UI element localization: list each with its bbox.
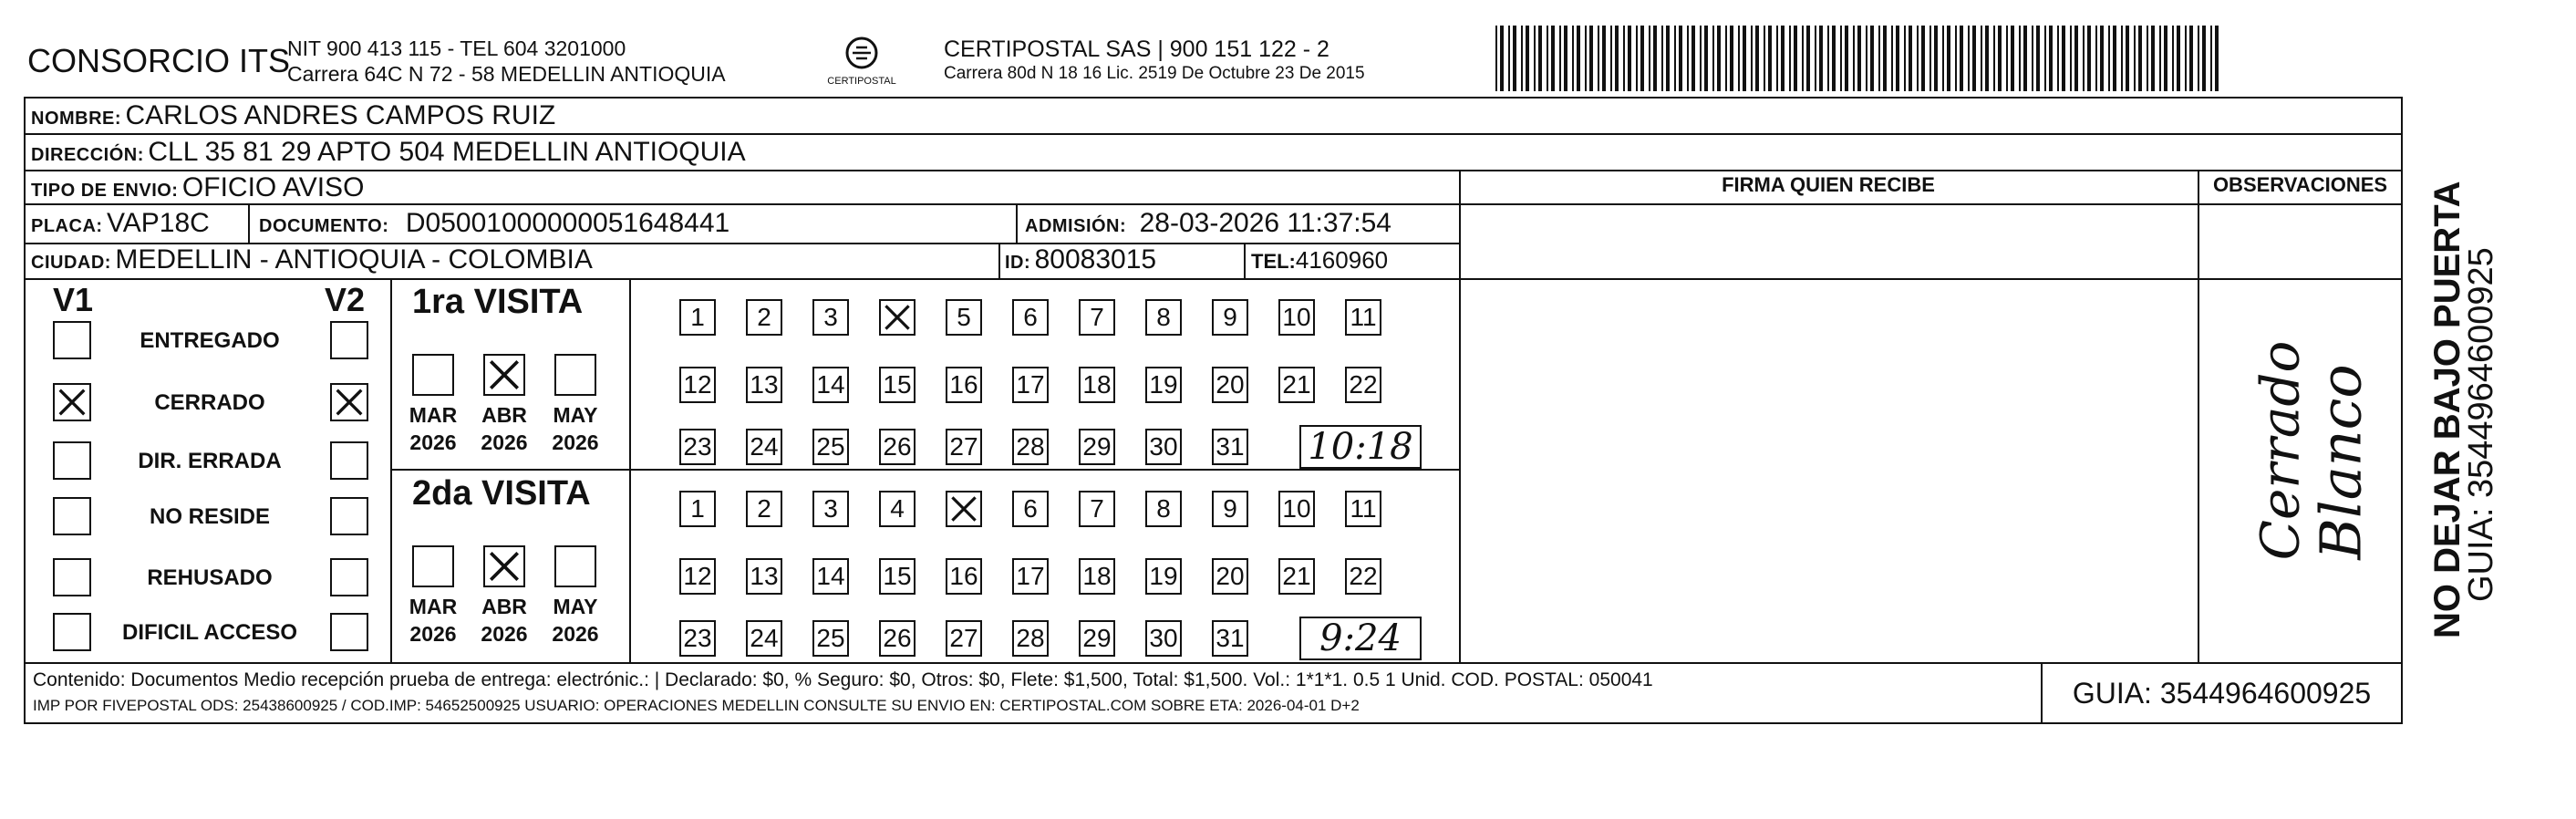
- barcode-bar: [2083, 26, 2085, 91]
- visit-month-checkbox[interactable]: [554, 354, 596, 396]
- visit-month-label: [547, 401, 604, 456]
- id-field: [1005, 244, 1156, 275]
- month-year: 2026: [409, 430, 457, 454]
- barcode-bar: [1929, 26, 1931, 91]
- barcode-bar: [1577, 26, 1580, 91]
- barcode-bar: [2044, 26, 2046, 91]
- barcode-bar: [1751, 26, 1753, 91]
- placa-label: PLACA:: [31, 216, 103, 236]
- barcode-bar: [2032, 26, 2033, 91]
- month-year: 2026: [481, 622, 528, 646]
- barcode-bar: [2074, 26, 2078, 91]
- barcode-bar: [1534, 26, 1536, 91]
- status-v2-checkbox[interactable]: [330, 613, 368, 651]
- barcode-bar: [1679, 26, 1682, 91]
- barcode-bar: [1704, 26, 1708, 91]
- barcode-bar: [2172, 26, 2174, 91]
- observations-handwriting: Cerrado: [2249, 340, 2312, 561]
- visit-day-box[interactable]: 1: [679, 491, 716, 527]
- visit-day-box[interactable]: 26: [879, 620, 916, 657]
- status-option-label: DIFICIL ACCESO: [121, 620, 297, 645]
- month-year: 2026: [552, 622, 599, 646]
- visit-day-box[interactable]: 13: [746, 558, 782, 595]
- status-v2-checkbox[interactable]: [330, 321, 368, 359]
- observations-handwriting-2: Blanco: [2307, 364, 2374, 560]
- side-warning: NO DEJAR BAJO PUERTA: [2427, 181, 2467, 638]
- visit-day-box[interactable]: 26: [879, 429, 916, 465]
- barcode-bar: [1649, 26, 1650, 91]
- barcode-bar: [1589, 26, 1593, 91]
- footer-line-2: IMP POR FIVEPOSTAL ODS: 25438600925 / COD.IMP: 54652500925 USUARIO: OPERACIONES MEDELLIN CONSULTE SU ENVIO EN: CERTIPOSTAL.COM SOBRE ETA: 2026-04-01 D+2: [33, 697, 1360, 714]
- status-option-label: DIR. ERRADA: [138, 449, 282, 473]
- barcode-bar: [1636, 26, 1638, 91]
- barcode-bar: [1853, 26, 1855, 91]
- status-option-label: REHUSADO: [147, 565, 273, 590]
- visit-day-box[interactable]: 15: [879, 558, 916, 595]
- barcode-bar: [1891, 26, 1893, 91]
- visit-day-box[interactable]: 1: [679, 299, 716, 336]
- month-year: 2026: [409, 622, 457, 646]
- tipo-value: OFICIO AVISO: [181, 172, 365, 202]
- barcode-bar: [1781, 26, 1785, 91]
- month-name: MAY: [553, 403, 598, 427]
- visit-day-box[interactable]: 13: [746, 367, 782, 403]
- barcode-bar: [2147, 26, 2148, 91]
- barcode-bar: [1776, 26, 1778, 91]
- barcode-bar: [1674, 26, 1676, 91]
- barcode-bar: [1904, 26, 1906, 91]
- visit-month-checkbox[interactable]: [483, 354, 525, 396]
- visit-day-box[interactable]: 22: [1345, 558, 1381, 595]
- barcode-bar: [2185, 26, 2187, 91]
- ciudad-value: MEDELLIN - ANTIOQUIA - COLOMBIA: [115, 244, 593, 275]
- status-option-label: CERRADO: [154, 390, 265, 415]
- barcode-bar: [1547, 26, 1548, 91]
- barcode-bar: [2095, 26, 2097, 91]
- visit-day-box[interactable]: 29: [1079, 620, 1115, 657]
- barcode-bar: [2126, 26, 2129, 91]
- barcode-bar: [1653, 26, 1657, 91]
- side-guia: GUIA: 3544964600925: [2462, 247, 2500, 602]
- status-v1-checkbox[interactable]: [53, 558, 91, 596]
- visit-day-box[interactable]: 27: [946, 620, 982, 657]
- visit-day-box[interactable]: 5: [946, 299, 982, 336]
- visit-day-box[interactable]: 3: [812, 491, 849, 527]
- visit-title: 1ra VISITA: [412, 283, 584, 321]
- month-year: 2026: [552, 430, 599, 454]
- tel-label: TEL:: [1251, 250, 1296, 273]
- status-v1-checkbox[interactable]: [53, 383, 91, 421]
- visit-day-box[interactable]: 28: [1012, 429, 1049, 465]
- barcode-bar: [2121, 26, 2123, 91]
- barcode-bar: [2134, 26, 2136, 91]
- barcode-bar: [2177, 26, 2180, 91]
- barcode-bar: [1802, 26, 1804, 91]
- barcode-bar: [1551, 26, 1555, 91]
- visit-day-box[interactable]: 23: [679, 429, 716, 465]
- barcode-bar: [1840, 26, 1842, 91]
- visit-day-box[interactable]: 8: [1145, 299, 1182, 336]
- barcode-bar: [1806, 26, 1810, 91]
- barcode-bar: [1495, 26, 1497, 91]
- visit-day-box[interactable]: 10: [1278, 491, 1315, 527]
- visit-day-box[interactable]: 29: [1079, 429, 1115, 465]
- status-v1-checkbox[interactable]: [53, 613, 91, 651]
- barcode-bar: [1564, 26, 1567, 91]
- barcode-bar: [1700, 26, 1702, 91]
- barcode-bar: [2108, 26, 2110, 91]
- observations-note: [2207, 292, 2394, 657]
- barcode-bar: [2202, 26, 2206, 91]
- barcode-bar: [2151, 26, 2155, 91]
- visit-day-box[interactable]: 31: [1212, 429, 1248, 465]
- barcode-bar: [1513, 26, 1516, 91]
- visit-day-box[interactable]: 30: [1145, 620, 1182, 657]
- v2-label: V2: [325, 281, 366, 318]
- barcode-bar: [2011, 26, 2014, 91]
- barcode-bar: [1508, 26, 1510, 91]
- barcode-bar: [1500, 26, 1504, 91]
- barcode-bar: [1789, 26, 1791, 91]
- barcode-bar: [2006, 26, 2008, 91]
- documento-label: DOCUMENTO:: [259, 216, 389, 236]
- ciudad-field: [31, 244, 593, 275]
- visit-day-box[interactable]: 7: [1079, 491, 1115, 527]
- barcode-bar: [1640, 26, 1644, 91]
- barcode-bar: [1909, 26, 1912, 91]
- direccion-value: CLL 35 81 29 APTO 504 MEDELLIN ANTIOQUIA: [148, 137, 746, 167]
- barcode-bar: [2087, 26, 2091, 91]
- visit-day-box[interactable]: 18: [1079, 558, 1115, 595]
- barcode-bar: [1972, 26, 1976, 91]
- barcode-bar: [2138, 26, 2142, 91]
- barcode-bar: [1687, 26, 1689, 91]
- nombre-label: NOMBRE:: [31, 109, 122, 129]
- month-name: MAY: [553, 595, 598, 618]
- barcode-bar: [1866, 26, 1867, 91]
- nombre-value: CARLOS ANDRES CAMPOS RUIZ: [125, 100, 556, 130]
- visit-day-box[interactable]: 6: [1012, 491, 1049, 527]
- observations-header: OBSERVACIONES: [2212, 173, 2388, 196]
- nombre-row: [31, 100, 555, 131]
- visit-title: 2da VISITA: [412, 474, 591, 513]
- barcode-bar: [1730, 26, 1733, 91]
- barcode-bar: [2100, 26, 2104, 91]
- barcode-bar: [1832, 26, 1836, 91]
- month-name: ABR: [481, 595, 527, 618]
- month-year: 2026: [481, 430, 528, 454]
- barcode-bar: [1845, 26, 1848, 91]
- barcode-bar: [2019, 26, 2021, 91]
- month-name: ABR: [481, 403, 527, 427]
- visit-day-box[interactable]: 17: [1012, 558, 1049, 595]
- visit-day-box[interactable]: 20: [1212, 558, 1248, 595]
- visit-day-box[interactable]: 10: [1278, 299, 1315, 336]
- id-label: ID:: [1005, 253, 1031, 273]
- barcode-bar: [1572, 26, 1574, 91]
- direccion-label: DIRECCIÓN:: [31, 145, 144, 165]
- barcode-bar: [2036, 26, 2040, 91]
- barcode-bar: [1917, 26, 1919, 91]
- barcode-bar: [2057, 26, 2059, 91]
- barcode-bar: [1602, 26, 1606, 91]
- barcode-bar: [1738, 26, 1740, 91]
- visit-day-box[interactable]: 6: [1012, 299, 1049, 336]
- barcode-bar: [1819, 26, 1823, 91]
- barcode-bar: [2062, 26, 2065, 91]
- barcode-bar: [1526, 26, 1529, 91]
- barcode-bar: [2113, 26, 2116, 91]
- footer-guia: GUIA: 3544964600925: [2072, 677, 2372, 710]
- barcode-bar: [1610, 26, 1612, 91]
- visit-day-box[interactable]: 19: [1145, 558, 1182, 595]
- direccion-row: [31, 137, 746, 168]
- visit-month-label: [405, 401, 461, 456]
- documento-field: [259, 208, 729, 239]
- barcode-bar: [1661, 26, 1663, 91]
- company-nit: NIT 900 413 115 - TEL 604 3201000: [287, 36, 626, 60]
- visit-day-box[interactable]: [879, 299, 916, 336]
- barcode-bar: [2198, 26, 2199, 91]
- barcode: [1495, 26, 2225, 91]
- visit-day-box[interactable]: 16: [946, 367, 982, 403]
- status-v1-checkbox[interactable]: [53, 497, 91, 535]
- certipostal-logo: [825, 35, 898, 89]
- signature-area[interactable]: [1463, 206, 2196, 660]
- visit-day-box[interactable]: 7: [1079, 299, 1115, 336]
- visit-month-checkbox[interactable]: [412, 545, 454, 587]
- barcode-bar: [2215, 26, 2219, 91]
- barcode-bar: [1883, 26, 1887, 91]
- tel-field: [1251, 246, 1388, 275]
- barcode-bar: [1628, 26, 1631, 91]
- visit-day-box[interactable]: [946, 491, 982, 527]
- barcode-bar: [1947, 26, 1950, 91]
- barcode-bar: [1934, 26, 1938, 91]
- visit-day-box[interactable]: 9: [1212, 491, 1248, 527]
- status-v2-checkbox[interactable]: [330, 383, 368, 421]
- visit-day-box[interactable]: 19: [1145, 367, 1182, 403]
- visit-day-box[interactable]: 2: [746, 299, 782, 336]
- barcode-bar: [1815, 26, 1816, 91]
- barcode-bar: [2164, 26, 2167, 91]
- visit-day-box[interactable]: 16: [946, 558, 982, 595]
- company-address: Carrera 64C N 72 - 58 MEDELLIN ANTIOQUIA: [287, 62, 726, 86]
- barcode-bar: [1743, 26, 1746, 91]
- visit-day-box[interactable]: 11: [1345, 299, 1381, 336]
- barcode-bar: [1712, 26, 1714, 91]
- status-v1-checkbox[interactable]: [53, 321, 91, 359]
- company-name: CONSORCIO ITS: [27, 42, 291, 79]
- barcode-bar: [1585, 26, 1587, 91]
- visit-month-checkbox[interactable]: [412, 354, 454, 396]
- barcode-bar: [1755, 26, 1759, 91]
- visit-day-box[interactable]: 11: [1345, 491, 1381, 527]
- barcode-bar: [2070, 26, 2072, 91]
- placa-value: VAP18C: [107, 208, 210, 238]
- visit-day-box[interactable]: 27: [946, 429, 982, 465]
- v1-label: V1: [53, 281, 94, 318]
- barcode-bar: [1691, 26, 1695, 91]
- barcode-bar: [2159, 26, 2161, 91]
- visit-day-box[interactable]: 21: [1278, 367, 1315, 403]
- admision-value: 28-03-2026 11:37:54: [1139, 208, 1391, 238]
- barcode-bar: [1968, 26, 1970, 91]
- barcode-bar: [1725, 26, 1727, 91]
- visit-month-checkbox[interactable]: [554, 545, 596, 587]
- barcode-bar: [1896, 26, 1899, 91]
- visit-day-box[interactable]: 25: [812, 620, 849, 657]
- barcode-bar: [2189, 26, 2193, 91]
- barcode-bar: [1827, 26, 1829, 91]
- visit-day-box[interactable]: 30: [1145, 429, 1182, 465]
- visit-day-box[interactable]: 22: [1345, 367, 1381, 403]
- logo-text: CERTIPOSTAL: [827, 76, 896, 87]
- visit-day-box[interactable]: 28: [1012, 620, 1049, 657]
- visit-day-box[interactable]: 12: [679, 558, 716, 595]
- visit-time-box[interactable]: 9:24: [1299, 617, 1422, 660]
- barcode-bar: [1921, 26, 1925, 91]
- barcode-bar: [1878, 26, 1880, 91]
- visit-day-box[interactable]: 20: [1212, 367, 1248, 403]
- barcode-bar: [1857, 26, 1861, 91]
- barcode-bar: [1598, 26, 1599, 91]
- barcode-bar: [1955, 26, 1957, 91]
- visit-day-box[interactable]: 9: [1212, 299, 1248, 336]
- visit-day-box[interactable]: 24: [746, 429, 782, 465]
- ciudad-label: CIUDAD:: [31, 253, 111, 273]
- visit-month-label: [547, 593, 604, 648]
- visit-month-checkbox[interactable]: [483, 545, 525, 587]
- courier-name: CERTIPOSTAL SAS | 900 151 122 - 2: [944, 36, 1329, 62]
- visit-day-box[interactable]: 14: [812, 558, 849, 595]
- tel-value: 4160960: [1295, 246, 1389, 274]
- barcode-bar: [2210, 26, 2212, 91]
- visit-time-box[interactable]: 10:18: [1299, 425, 1422, 469]
- barcode-bar: [1942, 26, 1944, 91]
- barcode-bar: [1981, 26, 1982, 91]
- visit-day-box[interactable]: 2: [746, 491, 782, 527]
- status-option-label: ENTREGADO: [140, 328, 280, 353]
- courier-address: Carrera 80d N 18 16 Lic. 2519 De Octubre 23 De 2015: [944, 64, 1365, 83]
- status-v2-checkbox[interactable]: [330, 497, 368, 535]
- visit-day-box[interactable]: 17: [1012, 367, 1049, 403]
- barcode-bar: [2023, 26, 2027, 91]
- barcode-bar: [1960, 26, 1963, 91]
- visit-day-box[interactable]: 12: [679, 367, 716, 403]
- visit-day-box[interactable]: 25: [812, 429, 849, 465]
- visit-month-label: [405, 593, 461, 648]
- barcode-bar: [1717, 26, 1721, 91]
- month-name: MAR: [409, 595, 458, 618]
- barcode-bar: [1538, 26, 1542, 91]
- admision-label: ADMISIÓN:: [1025, 216, 1127, 236]
- month-name: MAR: [409, 403, 458, 427]
- barcode-bar: [1993, 26, 1995, 91]
- barcode-bar: [1985, 26, 1989, 91]
- barcode-bar: [1615, 26, 1619, 91]
- visit-day-box[interactable]: 14: [812, 367, 849, 403]
- status-v2-checkbox[interactable]: [330, 558, 368, 596]
- status-v2-checkbox[interactable]: [330, 441, 368, 480]
- barcode-bar: [1666, 26, 1670, 91]
- visit-month-label: [476, 401, 533, 456]
- signature-header: FIRMA QUIEN RECIBE: [1722, 173, 1935, 196]
- status-v1-checkbox[interactable]: [53, 441, 91, 480]
- barcode-bar: [1764, 26, 1765, 91]
- barcode-bar: [1870, 26, 1874, 91]
- tipo-label: TIPO DE ENVIO:: [31, 181, 179, 201]
- admision-field: [1025, 208, 1391, 239]
- footer-line-1: Contenido: Documentos Medio recepción prueba de entrega: electrónic.: | Declarado: $0, % Seguro: $0, Otros: $0, Flete: $1,500, Total: $1,500. Vol.: 1*1*1. 0.5 1 Unid. COD. POSTAL: 050041: [33, 669, 1653, 690]
- barcode-bar: [1794, 26, 1797, 91]
- barcode-bar: [1998, 26, 2002, 91]
- visit-day-box[interactable]: 23: [679, 620, 716, 657]
- visit-month-label: [476, 593, 533, 648]
- visit-day-box[interactable]: 15: [879, 367, 916, 403]
- barcode-bar: [1559, 26, 1561, 91]
- documento-value: D05001000000051648441: [405, 208, 730, 238]
- visit-day-box[interactable]: 21: [1278, 558, 1315, 595]
- visit-day-box[interactable]: 4: [879, 491, 916, 527]
- visit-day-box[interactable]: 8: [1145, 491, 1182, 527]
- barcode-bar: [1623, 26, 1625, 91]
- status-option-label: NO RESIDE: [149, 504, 271, 529]
- barcode-bar: [1768, 26, 1772, 91]
- visit-day-box[interactable]: 31: [1212, 620, 1248, 657]
- visit-day-box[interactable]: 3: [812, 299, 849, 336]
- visit-day-box[interactable]: 18: [1079, 367, 1115, 403]
- visit-day-box[interactable]: 24: [746, 620, 782, 657]
- barcode-bar: [2049, 26, 2053, 91]
- id-value: 80083015: [1034, 244, 1157, 275]
- placa-field: [31, 208, 210, 239]
- barcode-bar: [1521, 26, 1523, 91]
- tipo-row: [31, 172, 364, 203]
